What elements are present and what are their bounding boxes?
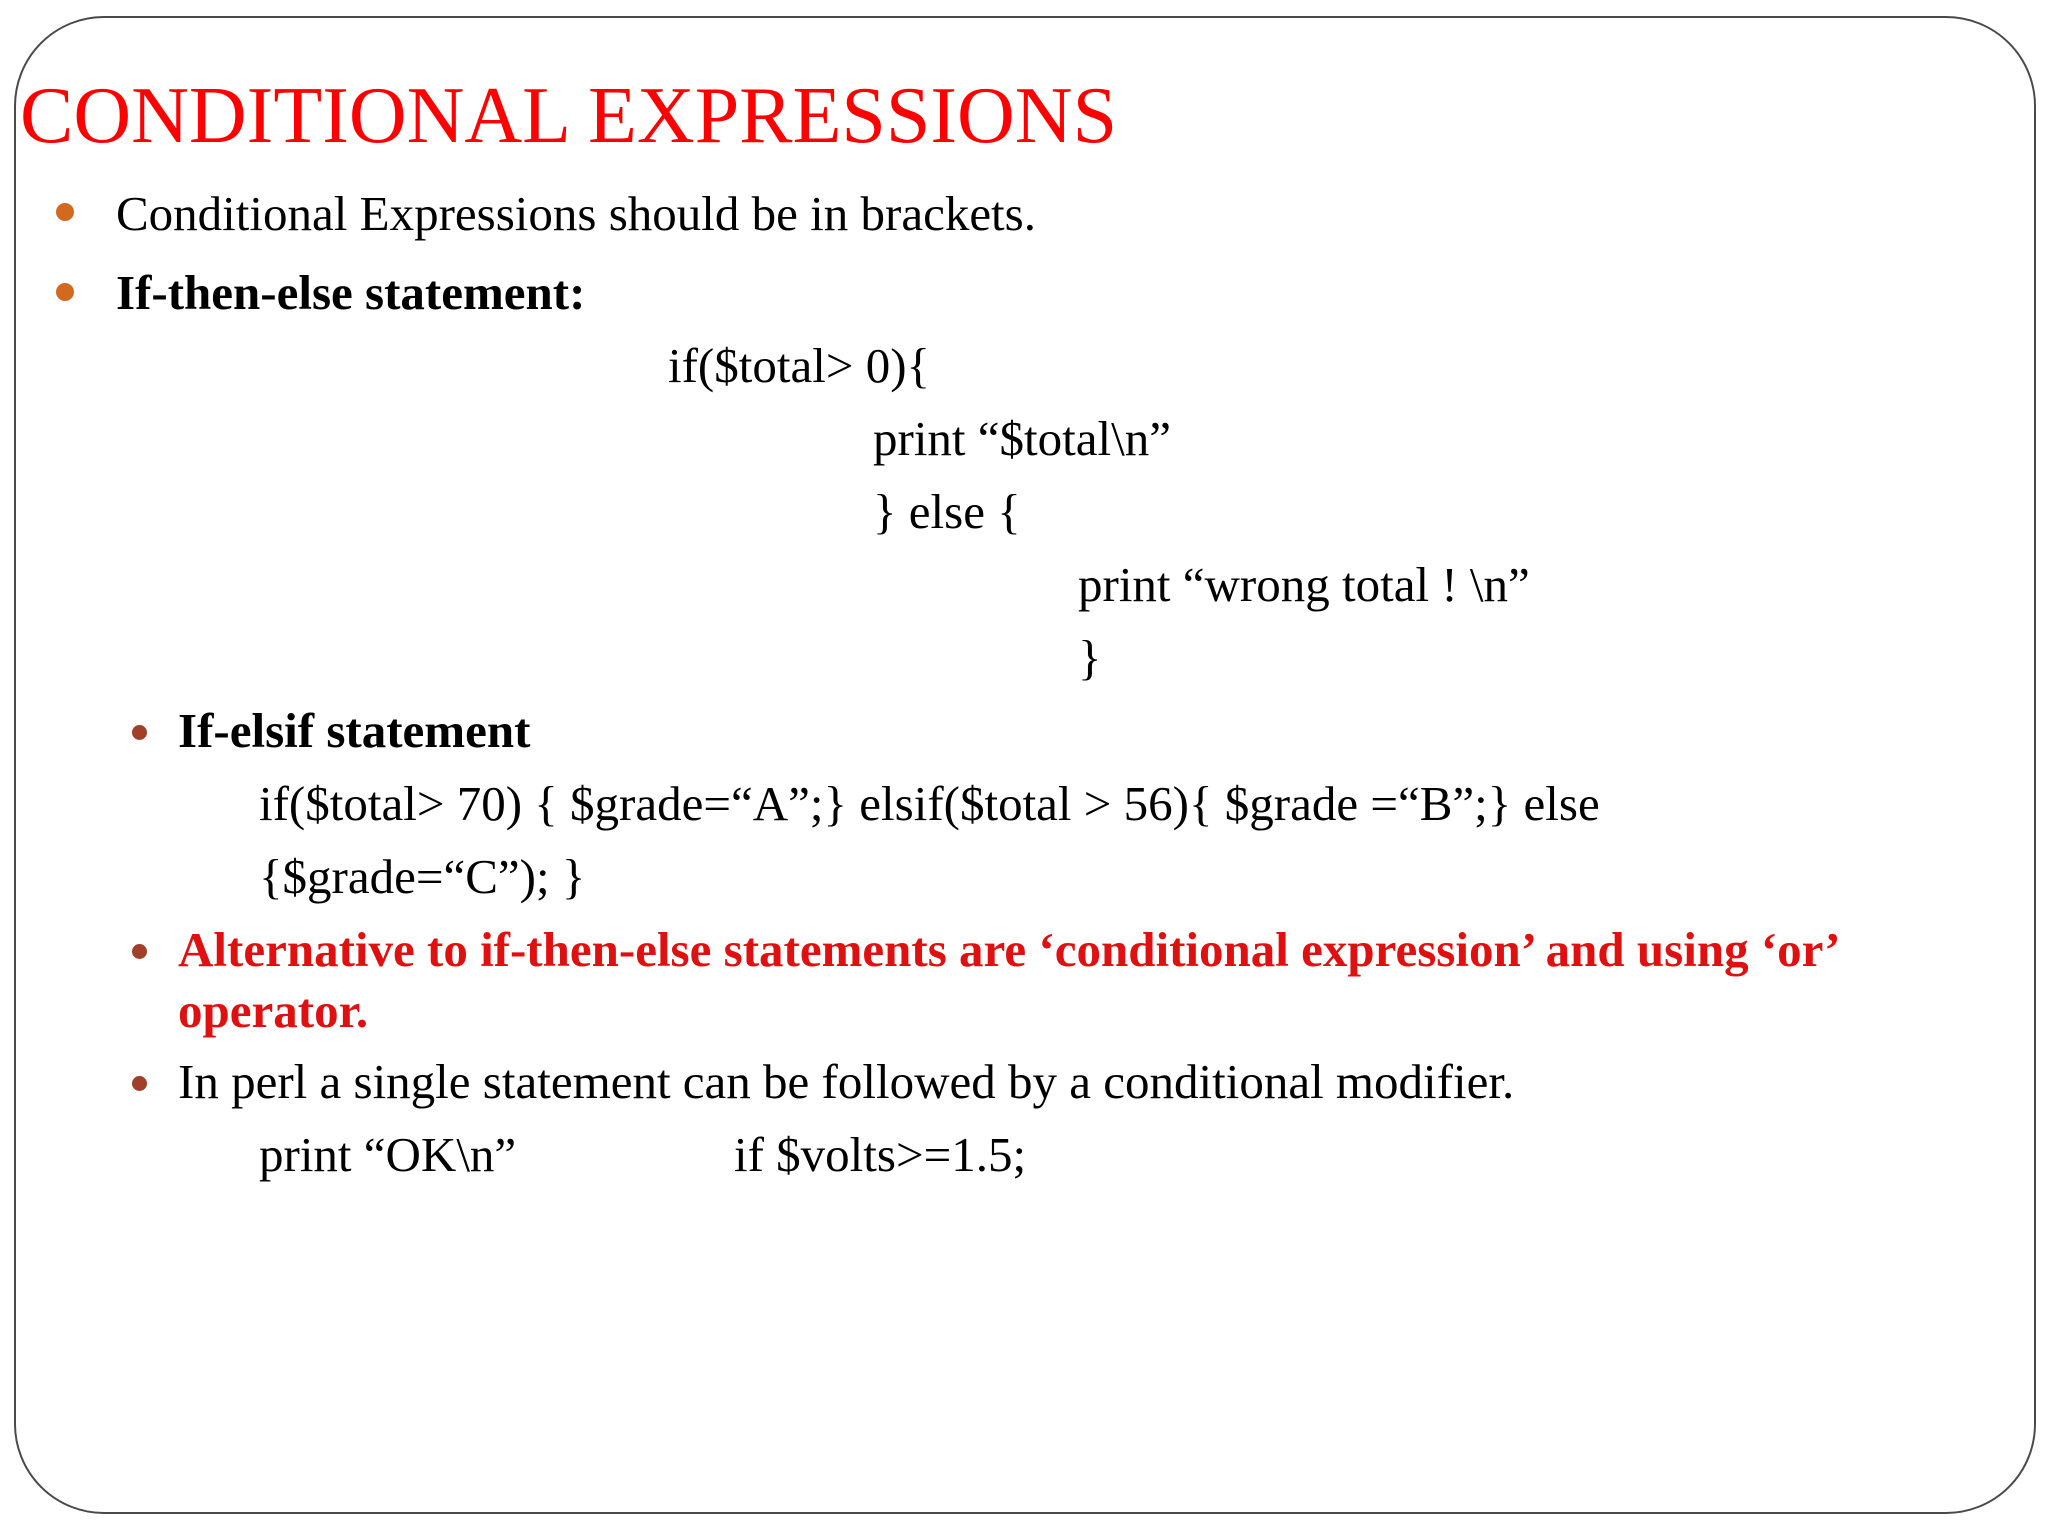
code-line-elsif-2: {$grade=“C”); } bbox=[259, 849, 586, 904]
bullet-marker bbox=[132, 944, 147, 959]
bullet-text-brackets: Conditional Expressions should be in brackets. bbox=[116, 186, 1036, 241]
code-line-if: if($total> 0){ bbox=[668, 338, 931, 393]
bullet-marker bbox=[56, 203, 74, 221]
code-line-close-brace: } bbox=[1078, 630, 1102, 685]
bullet-marker bbox=[132, 725, 147, 740]
bullet-text-alternative-line1: Alternative to if-then-else statements are ‘conditional expression’ and using ‘or’ bbox=[178, 922, 1841, 977]
bullet-marker bbox=[132, 1076, 147, 1091]
bullet-text-if-elsif: If-elsif statement bbox=[178, 703, 531, 758]
code-line-print-wrong: print “wrong total ! \n” bbox=[1078, 557, 1530, 612]
bullet-text-modifier: In perl a single statement can be followed by a conditional modifier. bbox=[178, 1054, 1515, 1109]
code-print-ok: print “OK\n” bbox=[259, 1127, 517, 1182]
bullet-text-if-then-else: If-then-else statement: bbox=[116, 265, 586, 320]
code-if-volts: if $volts>=1.5; bbox=[734, 1127, 1027, 1182]
code-line-print-total: print “$total\n” bbox=[873, 411, 1171, 466]
bullet-marker bbox=[56, 283, 74, 301]
slide-title: CONDITIONAL EXPRESSIONS bbox=[20, 72, 1118, 160]
bullet-text-alternative-line2: operator. bbox=[178, 983, 369, 1038]
code-line-elsif-1: if($total> 70) { $grade=“A”;} elsif($total > 56){ $grade =“B”;} else bbox=[259, 776, 1600, 831]
code-line-else: } else { bbox=[873, 484, 1021, 539]
